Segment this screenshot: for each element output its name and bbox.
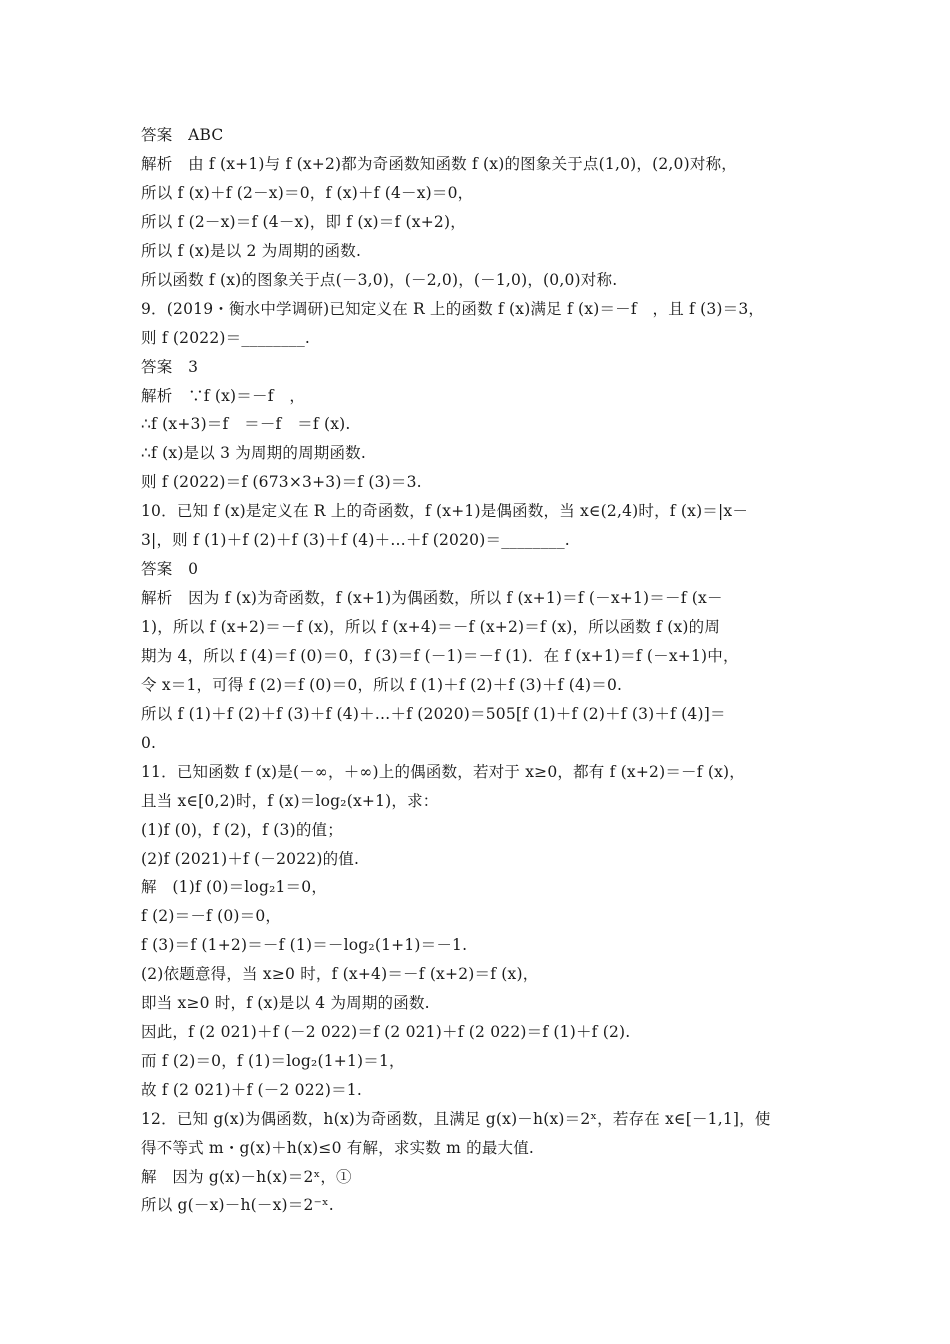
text-line: 1)，所以 f (x+2)＝－f (x)，所以 f (x+4)＝－f (x+2)＝f (x)，所以函数 f (x)的周 (141, 618, 721, 636)
text-line: 且当 x∈[0,2)时，f (x)＝log₂(x+1)，求： (141, 792, 439, 810)
text-line: 10．已知 f (x)是定义在 R 上的奇函数，f (x+1)是偶函数，当 x∈(2,4)时，f (x)＝|x－ (141, 502, 749, 520)
text-line: 令 x＝1，可得 f (2)＝f (0)＝0，所以 f (1)＋f (2)＋f (3)＋f (4)＝0. (141, 676, 623, 694)
text-line: 9．(2019・衡水中学调研)已知定义在 R 上的函数 f (x)满足 f (x)＝－f ，且 f (3)＝3， (141, 300, 765, 318)
text-line: 解析 由 f (x+1)与 f (x+2)都为奇函数知函数 f (x)的图象关于点(1,0)，(2,0)对称， (141, 155, 737, 173)
text-line: 答案 ABC (141, 126, 224, 144)
text-line: (1)f (0)，f (2)，f (3)的值； (141, 821, 343, 839)
text-line: 答案 3 (141, 358, 199, 376)
text-line: f (2)＝－f (0)＝0， (141, 907, 282, 925)
text-line: ∴f (x)是以 3 为周期的周期函数. (141, 444, 367, 462)
text-line: 所以 f (x)是以 2 为周期的函数. (141, 242, 362, 260)
text-line: 解析 ∵f (x)＝－f ， (141, 387, 306, 405)
text-line: 则 f (2022)＝________. (141, 329, 311, 347)
text-line: 3|，则 f (1)＋f (2)＋f (3)＋f (4)＋…＋f (2020)＝________. (141, 531, 570, 549)
text-line: 而 f (2)＝0，f (1)＝log₂(1+1)＝1， (141, 1052, 405, 1070)
text-line: 故 f (2 021)＋f (－2 022)＝1. (141, 1081, 362, 1099)
text-line: 所以 g(－x)－h(－x)＝2⁻ˣ. (141, 1196, 334, 1214)
text-line: 解析 因为 f (x)为奇函数，f (x+1)为偶函数，所以 f (x+1)＝f (－x+1)＝－f (x－ (141, 589, 723, 607)
text-line: 所以 f (2－x)＝f (4－x)，即 f (x)＝f (x+2)， (141, 213, 466, 231)
text-line: 则 f (2022)＝f (673×3+3)＝f (3)＝3. (141, 473, 422, 491)
text-line: f (3)＝f (1+2)＝－f (1)＝－log₂(1+1)＝－1. (141, 936, 468, 954)
text-line: 即当 x≥0 时，f (x)是以 4 为周期的函数. (141, 994, 430, 1012)
text-line: 0. (141, 734, 157, 752)
text-line: 得不等式 m・g(x)＋h(x)≤0 有解，求实数 m 的最大值. (141, 1139, 535, 1157)
text-line: 11．已知函数 f (x)是(－∞，＋∞)上的偶函数，若对于 x≥0，都有 f (x+2)＝－f (x)， (141, 763, 745, 781)
text-line: 解 因为 g(x)－h(x)＝2ˣ，① (141, 1168, 352, 1186)
text-line: 解 (1)f (0)＝log₂1＝0， (141, 878, 328, 896)
text-line: (2)依题意得，当 x≥0 时，f (x+4)＝－f (x+2)＝f (x)， (141, 965, 539, 983)
text-line: 所以 f (x)＋f (2－x)＝0，f (x)＋f (4－x)＝0， (141, 184, 474, 202)
text-line: 期为 4，所以 f (4)＝f (0)＝0，f (3)＝f (－1)＝－f (1)．在 f (x+1)＝f (－x+1)中， (141, 647, 739, 665)
text-line: 所以 f (1)＋f (2)＋f (3)＋f (4)＋…＋f (2020)＝505[f (1)＋f (2)＋f (3)＋f (4)]＝ (141, 705, 726, 723)
text-line: 因此，f (2 021)＋f (－2 022)＝f (2 021)＋f (2 022)＝f (1)＋f (2). (141, 1023, 631, 1041)
text-line: ∴f (x+3)＝f ＝－f ＝f (x). (141, 415, 351, 433)
text-line: 答案 0 (141, 560, 199, 578)
text-line: (2)f (2021)＋f (－2022)的值. (141, 850, 360, 868)
text-line: 所以函数 f (x)的图象关于点(－3,0)，(－2,0)，(－1,0)，(0,0)对称. (141, 271, 618, 289)
text-line: 12．已知 g(x)为偶函数，h(x)为奇函数，且满足 g(x)－h(x)＝2ˣ，若存在 x∈[－1,1]，使 (141, 1110, 771, 1128)
